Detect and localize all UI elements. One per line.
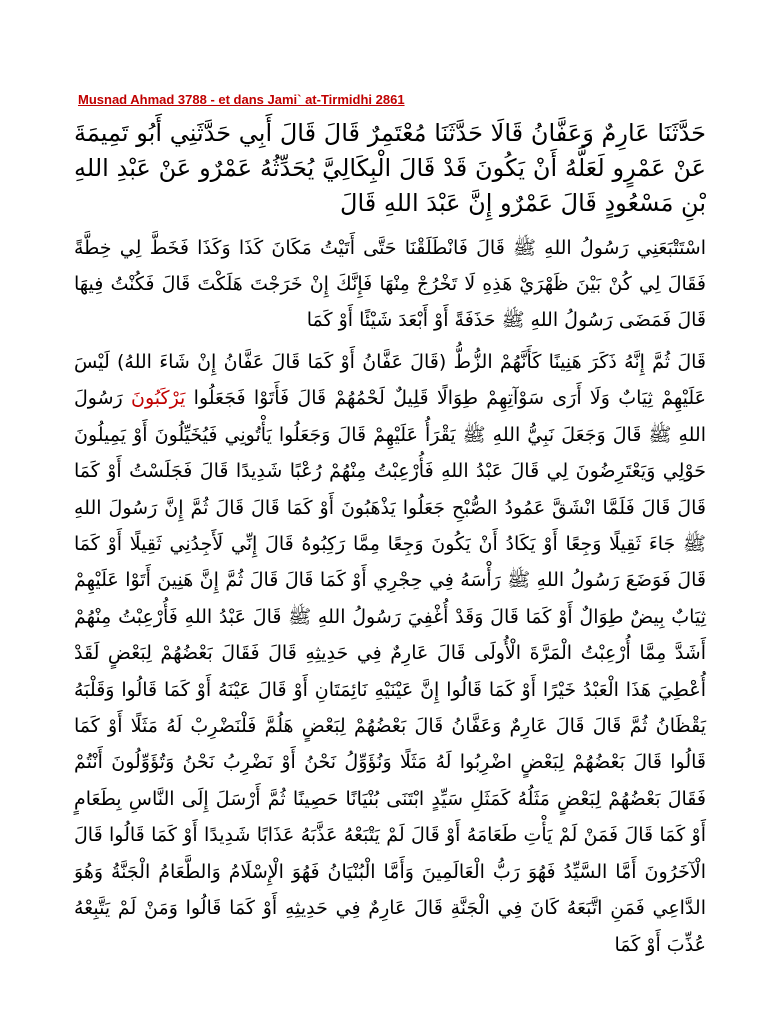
highlighted-word: يَرْكَبُونَ	[131, 387, 186, 410]
isnad-paragraph: حَدَّثَنَا عَارِمٌ وَعَفَّانُ قَالَا حَدَّثَنَا مُعْتَمِرٌ قَالَ قَالَ أَبِي حَدَّثَنِي أَبُو تَمِيمَةَ عَنْ عَمْرٍو لَعَلَّهُ أَنْ يَكُونَ قَدْ قَالَ الْبِكَالِيَّ يُحَدِّثُهُ عَمْرٌو عَنْ عَبْدِ اللهِ بْنِ مَسْعُودٍ قَالَ عَمْرٌو إِنَّ عَبْدَ اللهِ قَالَ	[74, 119, 706, 217]
paragraph-three-after-highlight: رَسُولَ اللهِ ﷺ قَالَ وَجَعَلَ نَبِيُّ اللهِ ﷺ يَقْرَأُ عَلَيْهِمْ قَالَ وَجَعَلُوا يَأْتُونِي فَيُخَيِّلُونَ أَوْ يَمِيلُونَ حَوْلِي وَيَعْتَرِضُونَ لِي قَالَ عَبْدُ اللهِ فَأُرْعِبْتُ مِنْهُمْ رُعْبًا شَدِيدًا قَالَ فَجَلَسْتُ أَوْ كَمَا قَالَ قَالَ فَلَمَّا انْشَقَّ عَمُودُ الصُّبْحِ جَعَلُوا يَذْهَبُونَ أَوْ كَمَا قَالَ قَالَ ثُمَّ إِنَّ رَسُولَ اللهِ ﷺ جَاءَ ثَقِيلًا وَجِعًا أَوْ يَكَادُ أَنْ يَكُونَ وَجِعًا مِمَّا رَكِبُوهُ قَالَ إِنِّي لَأَجِدُنِي ثَقِيلًا أَوْ كَمَا قَالَ فَوَضَعَ رَسُولُ اللهِ ﷺ رَأْسَهُ فِي حِجْرِي أَوْ كَمَا قَالَ قَالَ ثُمَّ إِنَّ هَنِينَ أَتَوْا عَلَيْهِمْ ثِيَابٌ بِيضٌ طِوَالٌ أَوْ كَمَا قَالَ وَقَدْ أُغْفِيَ رَسُولُ اللهِ ﷺ قَالَ عَبْدُ اللهِ فَأُرْعِبْتُ مِنْهُمْ أَشَدَّ مِمَّا أُرْعِبْتُ الْمَرَّةَ الْأُولَى قَالَ عَارِمٌ فِي حَدِيثِهِ قَالَ فَقَالَ بَعْضُهُمْ لِبَعْضٍ لَقَدْ أُعْطِيَ هَذَا الْعَبْدُ خَيْرًا أَوْ كَمَا قَالُوا إِنَّ عَيْنَيْهِ نَائِمَتَانِ أَوْ قَالَ عَيْنَهُ أَوْ كَمَا قَالُوا وَقَلْبَهُ يَقْظَانُ ثُمَّ قَالَ قَالَ عَارِمٌ وَعَفَّانُ قَالَ بَعْضُهُمْ لِبَعْضٍ هَلُمَّ فَلْنَضْرِبْ لَهُ مَثَلًا أَوْ كَمَا قَالُوا قَالَ بَعْضُهُمْ لِبَعْضٍ اضْرِبُوا لَهُ مَثَلًا وَنُؤَوِّلُ نَحْنُ أَوْ نَضْرِبُ نَحْنُ وَتُؤَوِّلُونَ أَنْتُمْ فَقَالَ بَعْضُهُمْ لِبَعْضٍ مَثَلُهُ كَمَثَلِ سَيِّدٍ ابْتَنَى بُنْيَانًا حَصِينًا ثُمَّ أَرْسَلَ إِلَى النَّاسِ بِطَعَامٍ أَوْ كَمَا قَالَ فَمَنْ لَمْ يَأْتِ طَعَامَهُ أَوْ قَالَ لَمْ يَتْبَعْهُ عَذَّبَهُ عَذَابًا شَدِيدًا أَوْ كَمَا قَالُوا قَالَ الْآخَرُونَ أَمَّا السَّيِّدُ فَهُوَ رَبُّ الْعَالَمِينَ وَأَمَّا الْبُنْيَانُ فَهُوَ الْإِسْلَامُ وَالطَّعَامُ الْجَنَّةُ وَهُوَ الدَّاعِي فَمَنِ اتَّبَعَهُ كَانَ فِي الْجَنَّةِ قَالَ عَارِمٌ فِي حَدِيثِهِ أَوْ كَمَا قَالُوا وَمَنْ لَمْ يَتَّبِعْهُ عُذِّبَ أَوْ كَمَا	[74, 387, 706, 956]
hadith-paragraph-three	[74, 344, 707, 956]
paragraph-three-before-highlight: قَالَ ثُمَّ إِنَّهُ ذَكَرَ هَنِينًا كَأَنَّهُمْ الزُّطُّ (قَالَ عَفَّانُ أَوْ كَمَا قَالَ عَفَّانُ إِنْ شَاءَ اللهُ) لَيْسَ عَلَيْهِمْ ثِيَابٌ وَلَا أَرَى سَوْآتِهِمْ طِوَالًا قَلِيلٌ لَحْمُهُمْ قَالَ فَأَتَوْا فَجَعَلُوا	[74, 351, 707, 410]
source-reference-link[interactable]: Musnad Ahmad 3788 - et dans Jami` at-Tirmidhi 2861	[78, 92, 405, 107]
hadith-paragraph-two: اسْتَتْبَعَنِي رَسُولُ اللهِ ﷺ قَالَ فَانْطَلَقْنَا حَتَّى أَتَيْتُ مَكَانَ كَذَا وَكَذَا فَخَطَّ لِي خِطَّةً فَقَالَ لِي كُنْ بَيْنَ ظَهْرَيْ هَذِهِ لَا تَخْرُجْ مِنْهَا فَإِنَّكَ إِنْ خَرَجْتَ هَلَكْتَ قَالَ فَكُنْتُ فِيهَا قَالَ فَمَضَى رَسُولُ اللهِ ﷺ حَذَفَةً أَوْ أَبْعَدَ شَيْئًا أَوْ كَمَا	[74, 237, 706, 331]
